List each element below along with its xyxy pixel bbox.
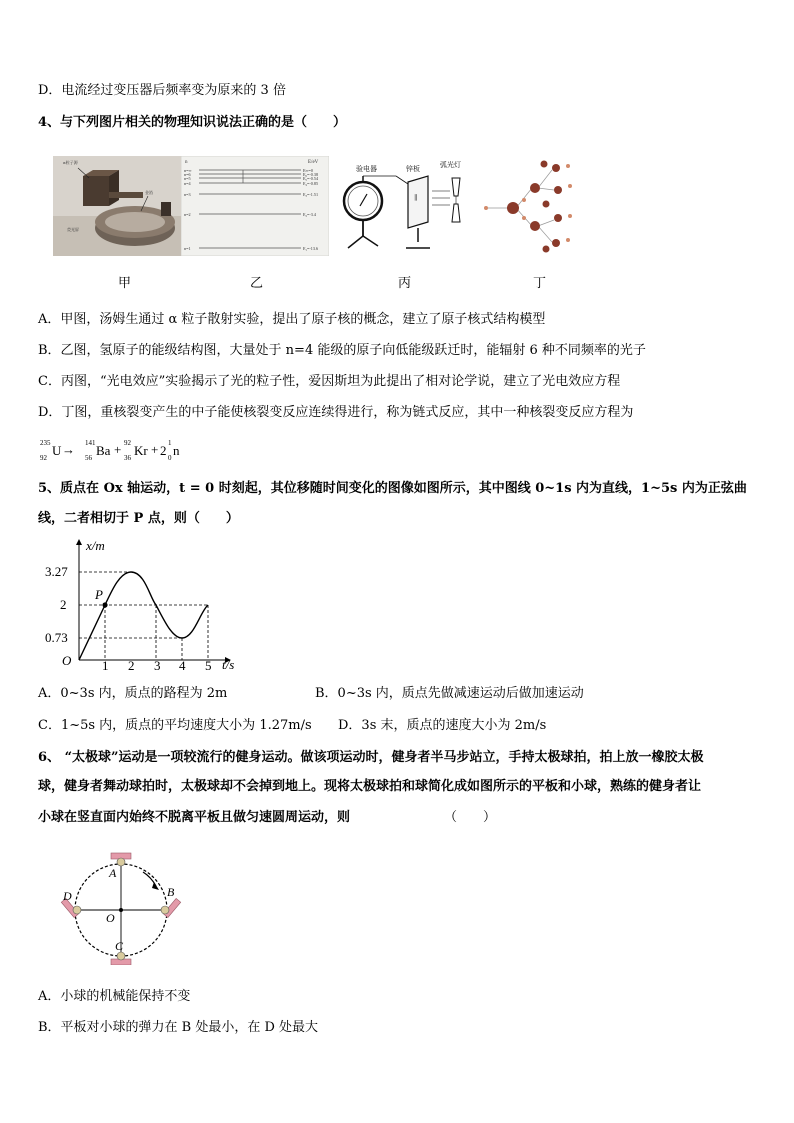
q6-stem-line1: 6、 “太极球”运动是一项较流行的健身运动。做该项运动时，健身者半马步站立，手持太极球拍，拍上放一橡胶太极 [38,750,704,765]
x-tick: 4 [179,658,186,673]
energy-label: E∞=0 [303,168,313,173]
y-tick: 2 [60,597,67,612]
q4-option-b: B．乙图，氢原子的能级结构图，大量处于 n=4 能级的原子向低能级跃迁时，能辐射 6 种不同频率的光子 [38,343,646,358]
q6-answer-blank: （ ） [444,810,497,825]
q5-option-d: D．3s 末，质点的速度大小为 2m/s [338,718,547,733]
y-tick: 0.73 [45,630,68,645]
q6-stem-line2: 球，健身者舞动球拍时，太极球却不会掉到地上。现将太极球拍和球简化成如图所示的平板和小球，熟练的健身者让 [38,779,702,794]
q4-stem: 4、与下列图片相关的物理知识说法正确的是（ ） [38,115,347,130]
svg-text:荧光屏: 荧光屏 [67,227,79,232]
x-tick: 2 [128,658,135,673]
q6-option-b: B．平板对小球的弹力在 B 处最小，在 D 处最大 [38,1020,319,1035]
origin-label: O [62,653,72,668]
zinc-plate-label: 锌板 [406,165,420,173]
svg-text:+: + [151,442,159,457]
figure-ding [480,156,580,256]
energy-axis-label: E/eV [308,160,319,165]
svg-text:56: 56 [85,454,92,462]
level-label: n=∞ [184,168,192,173]
q4-option-c: C．丙图，“光电效应”实验揭示了光的粒子性，爱因斯坦为此提出了相对论学说，建立了光电效应方程 [38,374,621,389]
point-d-label: D [63,889,72,903]
svg-text:92: 92 [124,439,131,447]
taiji-ball-figure [55,850,190,965]
svg-text:α粒子源: α粒子源 [63,160,78,165]
svg-text:U: U [52,443,62,458]
svg-text:Kr: Kr [134,443,148,458]
svg-text:0: 0 [168,454,172,462]
svg-text:+: + [114,442,122,457]
q6-option-a: A．小球的机械能保持不变 [38,989,191,1004]
level-label: n=1 [184,246,191,251]
n-axis-label: n [185,160,188,165]
figure-bing [336,156,476,256]
x-axis-label: t/s [222,657,235,672]
level-label: n=6 [184,172,191,177]
svg-text:→: → [62,442,75,457]
q5-stem-line2: 线，二者相切于 P 点，则（ ） [38,511,239,526]
electroscope-label: 验电器 [356,165,377,173]
q3-option-d: D．电流经过变压器后频率变为原来的 3 倍 [38,83,286,98]
energy-label: E₅=-0.54 [303,176,319,181]
svg-text:36: 36 [124,454,131,462]
x-tick: 5 [205,658,212,673]
figure-jia [53,156,181,256]
svg-text:Ba: Ba [96,443,111,458]
q5-stem-line1: 5、质点在 Ox 轴运动，t = 0 时刻起，其位移随时间变化的图像如图所示，其中图线 0~1s 内为直线，1~5s 内为正弦曲 [38,481,747,496]
q4-option-d: D．丁图，重核裂变产生的中子能使核裂变反应连续得进行，称为链式反应，其中一种核裂变反应方程为 [38,405,634,420]
point-c-label: C [115,939,124,953]
y-axis-label: x/m [86,538,105,553]
caption-bing: 丙 [398,276,412,291]
level-label: n=5 [184,176,191,181]
svg-text:141: 141 [85,439,96,447]
svg-text:∥: ∥ [414,194,418,202]
q6-stem-line3: 小球在竖直面内始终不脱离平板且做匀速圆周运动，则 [38,810,351,825]
y-tick: 3.27 [45,564,68,579]
svg-text:2: 2 [160,443,167,458]
x-tick: 3 [154,658,161,673]
caption-ding: 丁 [533,276,547,291]
point-p-label: P [95,587,103,602]
x-tick: 1 [102,658,109,673]
figure-yi [181,156,329,256]
energy-label: E₆=-0.38 [303,172,319,177]
svg-text:金箔: 金箔 [145,190,153,195]
xt-graph [40,538,250,673]
q5-option-a: A．0~3s 内，质点的路程为 2m [38,686,228,701]
svg-text:92: 92 [40,454,47,462]
level-label: n=2 [184,212,191,217]
center-o-label: O [106,911,115,925]
caption-yi: 乙 [250,276,264,291]
energy-label: E₁=-13.6 [303,246,319,251]
level-label: n=3 [184,192,191,197]
svg-text:n: n [173,443,180,458]
level-label: n=4 [184,181,191,186]
point-b-label: B [167,885,175,899]
energy-label: E₄=-0.85 [303,181,319,186]
fission-equation [38,434,238,464]
q4-option-a: A．甲图，汤姆生通过 α 粒子散射实验，提出了原子核的概念，建立了原子核式结构模型 [38,312,546,327]
svg-text:1: 1 [168,439,172,447]
energy-label: E₃=-1.51 [303,192,319,197]
point-a-label: A [109,866,117,880]
caption-jia: 甲 [118,276,132,291]
svg-text:235: 235 [40,439,51,447]
energy-label: E₂=-3.4 [303,212,317,217]
arc-lamp-label: 弧光灯 [440,161,461,169]
q5-option-b: B．0~3s 内，质点先做减速运动后做加速运动 [315,686,584,701]
q5-option-c: C．1~5s 内，质点的平均速度大小为 1.27m/s [38,718,312,733]
